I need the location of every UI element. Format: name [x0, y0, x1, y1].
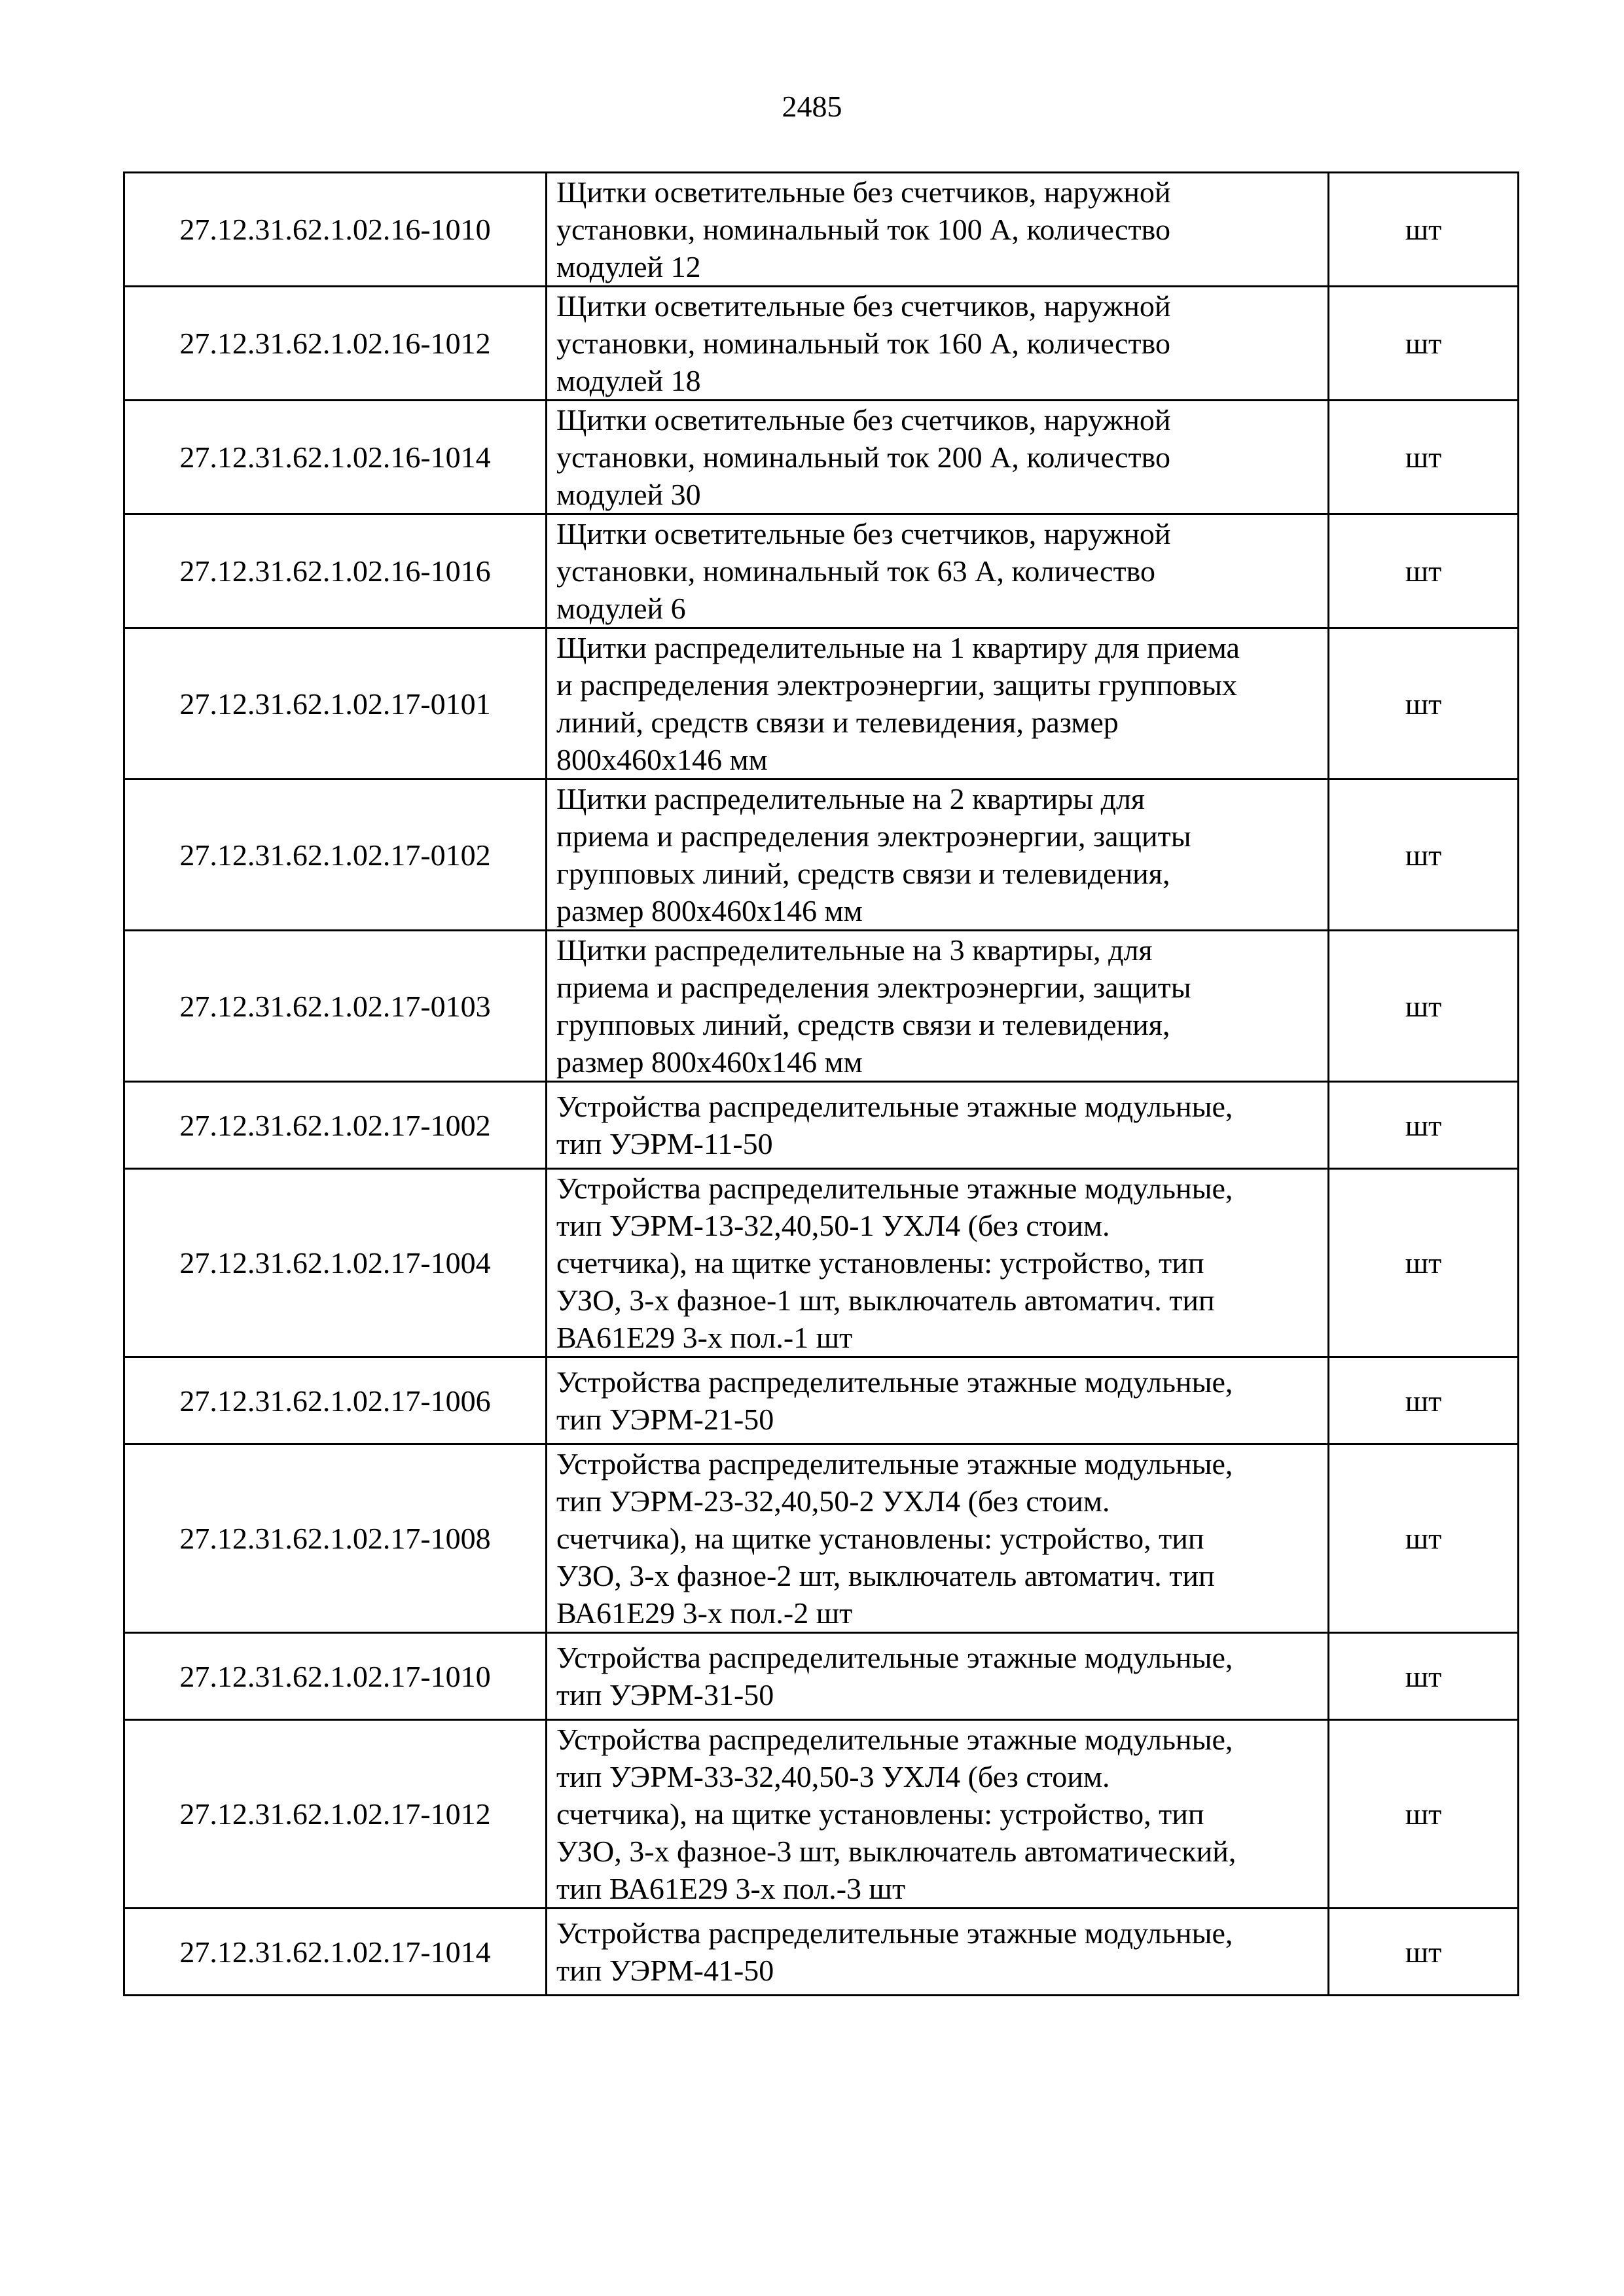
- description-line: ВА61Е29 3-х пол.-1 шт: [556, 1321, 853, 1354]
- description-line: Устройства распределительные этажные модульные,: [556, 1916, 1233, 1950]
- description-line: модулей 12: [556, 250, 701, 283]
- table-row: [124, 931, 1519, 1082]
- item-code: 27.12.31.62.1.02.17-1012: [124, 1720, 547, 1909]
- description-line: счетчика), на щитке установлены: устройство, тип: [556, 1522, 1204, 1555]
- description-line: Щитки осветительные без счетчиков, наружной: [556, 175, 1171, 209]
- item-code: 27.12.31.62.1.02.17-1008: [124, 1444, 547, 1633]
- table-row: [124, 1720, 1519, 1909]
- description-line: тип УЭРМ-23-32,40,50-2 УХЛ4 (без стоим.: [556, 1484, 1110, 1518]
- item-code: 27.12.31.62.1.02.17-1004: [124, 1169, 547, 1357]
- description-line: групповых линий, средств связи и телевидения,: [556, 1008, 1170, 1041]
- description-line: тип УЭРМ-13-32,40,50-1 УХЛ4 (без стоим.: [556, 1209, 1110, 1242]
- table-row: [124, 514, 1519, 628]
- description-line: и распределения электроэнергии, защиты групповых: [556, 668, 1237, 702]
- description-line: тип ВА61Е29 3-х пол.-3 шт: [556, 1872, 906, 1905]
- description-line: Устройства распределительные этажные модульные,: [556, 1090, 1233, 1123]
- item-description: [547, 1720, 1329, 1909]
- table-row: [124, 1444, 1519, 1633]
- table-row: [124, 1169, 1519, 1357]
- description-line: 800х460х146 мм: [556, 743, 768, 776]
- item-code: 27.12.31.62.1.02.17-1010: [124, 1633, 547, 1720]
- description-line: установки, номинальный ток 200 А, количество: [556, 440, 1170, 474]
- item-code: 27.12.31.62.1.02.17-1006: [124, 1357, 547, 1444]
- item-description: [547, 401, 1329, 514]
- item-code: 27.12.31.62.1.02.17-0102: [124, 780, 547, 931]
- description-line: Щитки осветительные без счетчиков, наружной: [556, 403, 1171, 437]
- description-line: линий, средств связи и телевидения, размер: [556, 706, 1119, 739]
- table-row: [124, 401, 1519, 514]
- description-line: тип УЭРМ-41-50: [556, 1954, 774, 1987]
- table-row: [124, 1082, 1519, 1169]
- table-row: [124, 628, 1519, 780]
- item-unit: шт: [1329, 1720, 1519, 1909]
- item-unit: шт: [1329, 1909, 1519, 1996]
- description-line: тип УЭРМ-21-50: [556, 1403, 774, 1436]
- item-unit: шт: [1329, 1444, 1519, 1633]
- item-description: [547, 173, 1329, 287]
- description-line: размер 800х460х146 мм: [556, 894, 863, 927]
- description-line: Устройства распределительные этажные модульные,: [556, 1641, 1233, 1674]
- description-line: групповых линий, средств связи и телевидения,: [556, 857, 1170, 890]
- item-unit: шт: [1329, 401, 1519, 514]
- item-description: [547, 514, 1329, 628]
- item-description: [547, 1909, 1329, 1996]
- description-line: модулей 30: [556, 478, 701, 511]
- description-line: Устройства распределительные этажные модульные,: [556, 1447, 1233, 1480]
- item-description: [547, 931, 1329, 1082]
- item-unit: шт: [1329, 1357, 1519, 1444]
- description-line: счетчика), на щитке установлены: устройство, тип: [556, 1797, 1204, 1831]
- item-unit: шт: [1329, 173, 1519, 287]
- catalog-table-body: [124, 173, 1519, 1996]
- item-description: [547, 628, 1329, 780]
- item-unit: шт: [1329, 1633, 1519, 1720]
- description-line: тип УЭРМ-11-50: [556, 1127, 773, 1160]
- table-row: [124, 173, 1519, 287]
- item-unit: шт: [1329, 1082, 1519, 1169]
- item-unit: шт: [1329, 628, 1519, 780]
- item-description: [547, 1444, 1329, 1633]
- item-code: 27.12.31.62.1.02.16-1016: [124, 514, 547, 628]
- description-line: Щитки распределительные на 1 квартиру для приема: [556, 631, 1240, 664]
- description-line: приема и распределения электроэнергии, защиты: [556, 971, 1191, 1004]
- item-code: 27.12.31.62.1.02.16-1014: [124, 401, 547, 514]
- description-line: установки, номинальный ток 63 А, количество: [556, 554, 1155, 588]
- table-row: [124, 287, 1519, 401]
- item-code: 27.12.31.62.1.02.17-0101: [124, 628, 547, 780]
- page-number: 2485: [782, 90, 842, 123]
- description-line: Устройства распределительные этажные модульные,: [556, 1172, 1233, 1205]
- item-description: [547, 287, 1329, 401]
- description-line: счетчика), на щитке установлены: устройство, тип: [556, 1246, 1204, 1280]
- item-code: 27.12.31.62.1.02.17-0103: [124, 931, 547, 1082]
- item-unit: шт: [1329, 514, 1519, 628]
- table-row: [124, 1633, 1519, 1720]
- item-code: 27.12.31.62.1.02.17-1002: [124, 1082, 547, 1169]
- description-line: установки, номинальный ток 100 А, количество: [556, 213, 1170, 246]
- description-line: УЗО, 3-х фазное-2 шт, выключатель автоматич. тип: [556, 1559, 1215, 1592]
- item-unit: шт: [1329, 1169, 1519, 1357]
- description-line: Щитки осветительные без счетчиков, наружной: [556, 517, 1171, 550]
- description-line: приема и распределения электроэнергии, защиты: [556, 819, 1191, 853]
- catalog-table: [123, 171, 1519, 1996]
- item-unit: шт: [1329, 780, 1519, 931]
- description-line: УЗО, 3-х фазное-3 шт, выключатель автоматический,: [556, 1835, 1236, 1868]
- description-line: Щитки осветительные без счетчиков, наружной: [556, 289, 1171, 323]
- description-line: Устройства распределительные этажные модульные,: [556, 1365, 1233, 1399]
- description-line: тип УЭРМ-31-50: [556, 1678, 774, 1712]
- item-description: [547, 1082, 1329, 1169]
- table-row: [124, 1357, 1519, 1444]
- description-line: ВА61Е29 3-х пол.-2 шт: [556, 1596, 853, 1630]
- description-line: тип УЭРМ-33-32,40,50-3 УХЛ4 (без стоим.: [556, 1760, 1110, 1793]
- description-line: модулей 18: [556, 364, 701, 397]
- description-line: Щитки распределительные на 2 квартиры для: [556, 782, 1146, 816]
- description-line: размер 800х460х146 мм: [556, 1045, 863, 1079]
- description-line: установки, номинальный ток 160 А, количество: [556, 327, 1170, 360]
- description-line: модулей 6: [556, 592, 686, 625]
- description-line: Щитки распределительные на 3 квартиры, для: [556, 933, 1153, 967]
- item-description: [547, 1357, 1329, 1444]
- description-line: УЗО, 3-х фазное-1 шт, выключатель автоматич. тип: [556, 1283, 1215, 1317]
- table-row: [124, 1909, 1519, 1996]
- item-unit: шт: [1329, 287, 1519, 401]
- table-row: [124, 780, 1519, 931]
- item-description: [547, 780, 1329, 931]
- item-code: 27.12.31.62.1.02.16-1012: [124, 287, 547, 401]
- item-description: [547, 1169, 1329, 1357]
- item-unit: шт: [1329, 931, 1519, 1082]
- item-code: 27.12.31.62.1.02.16-1010: [124, 173, 547, 287]
- description-line: Устройства распределительные этажные модульные,: [556, 1723, 1233, 1756]
- item-code: 27.12.31.62.1.02.17-1014: [124, 1909, 547, 1996]
- item-description: [547, 1633, 1329, 1720]
